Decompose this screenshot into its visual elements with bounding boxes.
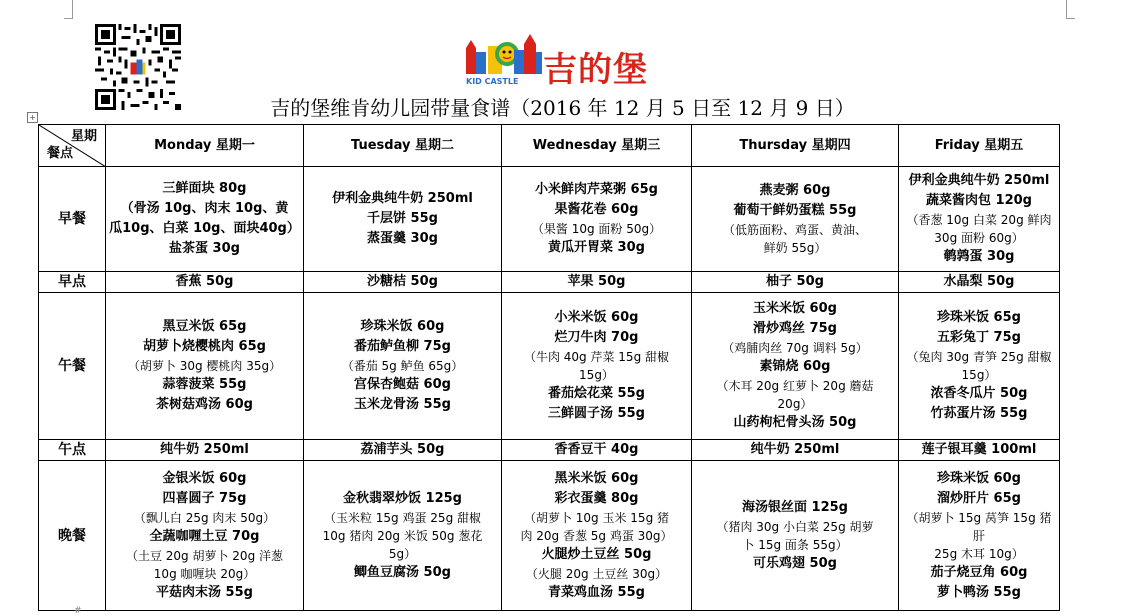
dish-item: 珍珠米饭 60g [360, 319, 445, 334]
ingredient-note: （火腿 20g 土豆丝 30g） [525, 566, 668, 581]
ingredient-note: （胡萝卜 10g 玉米 15g 猪 [523, 510, 670, 525]
dish-item: 伊利金典纯牛奶 250ml [332, 191, 473, 206]
day-header-monday: Monday 星期一 [106, 125, 304, 167]
menu-cell-friday [899, 293, 1060, 440]
menu-cell-wednesday [502, 293, 692, 440]
menu-cell-friday [899, 167, 1060, 272]
dish-item: 珍珠米饭 60g [937, 470, 1021, 486]
dish-item: 香蕉 50g [175, 274, 234, 289]
dish-item: 盐茶蛋 30g [169, 241, 240, 256]
dish-item: （骨汤 10g、肉末 10g、黄 [120, 201, 289, 216]
menu-cell-tuesday [304, 293, 502, 440]
dish-item: 小米米饭 60g [554, 310, 639, 325]
menu-cell-thursday [692, 461, 899, 611]
ingredient-note: （鸡脯肉丝 70g 调料 5g） [722, 341, 868, 355]
meal-label: 早餐 [39, 167, 106, 272]
ingredient-note: （胡萝卜 30g 樱桃肉 35g） [127, 359, 282, 373]
meal-row [39, 272, 1060, 293]
ingredient-note: 15g） [961, 368, 997, 382]
menu-table [38, 124, 1060, 611]
meal-row [39, 293, 1060, 440]
dish-item: 沙糖桔 50g [367, 274, 438, 289]
dish-item: 香香豆干 40g [554, 442, 639, 457]
dish-item: 纯牛奶 250ml [750, 442, 840, 457]
dish-item: 青菜鸡血汤 55g [548, 584, 645, 600]
table-move-handle[interactable]: + [27, 112, 38, 123]
meal-row [39, 440, 1060, 461]
ingredient-note: （猪肉 30g 小白菜 25g 胡萝 [716, 519, 874, 534]
menu-cell-monday [106, 167, 304, 272]
menu-cell-monday [106, 272, 304, 293]
dish-item: 萝卜鸭汤 55g [937, 584, 1021, 600]
meal-label: 午餐 [39, 293, 106, 440]
dish-item: 五彩兔丁 75g [937, 330, 1021, 345]
table-end-mark: # [74, 606, 82, 616]
meal-label: 早点 [39, 272, 106, 293]
dish-item: 全蔬咖喱土豆 70g [149, 528, 260, 544]
dish-item: 彩衣蛋羹 80g [554, 490, 639, 506]
ingredient-note: （番茄 5g 鲈鱼 65g） [341, 359, 464, 373]
dish-item: 鲫鱼豆腐汤 50g [354, 564, 451, 580]
dish-item: 茄子烧豆角 60g [930, 564, 1028, 580]
ingredient-note: 鲜奶 55g） [763, 241, 827, 255]
menu-cell-wednesday [502, 440, 692, 461]
ingredient-note: （牛肉 40g 芹菜 15g 甜椒 [523, 350, 670, 364]
dish-item: 黑米米饭 60g [554, 470, 639, 486]
menu-cell-tuesday [304, 272, 502, 293]
logo-subtitle: KID CASTLE [466, 77, 519, 86]
day-header-friday: Friday 星期五 [899, 125, 1060, 167]
dish-item: 海汤银丝面 125g [742, 499, 848, 515]
menu-cell-thursday [692, 440, 899, 461]
dish-item: 葡萄干鲜奶蛋糕 55g [733, 203, 857, 218]
dish-item: 竹荪蛋片汤 55g [930, 406, 1028, 421]
ingredient-note: 25g 木耳 10g） [934, 546, 1024, 561]
dish-item: 番茄烩花菜 55g [548, 386, 645, 401]
ingredient-note: （香葱 10g 白菜 20g 鲜肉 [906, 213, 1052, 227]
ingredient-note: 卜 15g 面条 55g） [742, 537, 848, 552]
dish-item: 千层饼 55g [367, 211, 438, 226]
ingredient-note: 30g 面粉 60g） [934, 231, 1024, 245]
ingredient-note: （玉米粒 15g 鸡蛋 25g 甜椒 [323, 510, 482, 525]
dish-item: 溜炒肝片 65g [937, 490, 1021, 506]
corner-header-cell [39, 125, 106, 167]
dish-item: 胡萝卜烧樱桃肉 65g [143, 339, 266, 354]
menu-cell-thursday [692, 293, 899, 440]
dish-item: 三鲜面块 80g [162, 181, 247, 196]
dish-item: 荔浦芋头 50g [360, 442, 445, 457]
dish-item: 果酱花卷 60g [554, 202, 639, 217]
ingredient-note: （土豆 20g 胡萝卜 20g 洋葱 [125, 548, 284, 563]
day-header-tuesday: Tuesday 星期二 [304, 125, 502, 167]
menu-cell-wednesday [502, 272, 692, 293]
menu-cell-wednesday [502, 461, 692, 611]
ingredient-note: 15g） [579, 368, 614, 382]
dish-item: 素锦烧 60g [759, 359, 831, 374]
dish-item: 滑炒鸡丝 75g [753, 321, 837, 336]
dish-item: 纯牛奶 250ml [160, 442, 249, 457]
ingredient-note: （飘儿白 25g 肉末 50g） [133, 510, 276, 525]
page-margin-mark-left [72, 0, 73, 10]
dish-item: 珍珠米饭 65g [937, 310, 1021, 325]
dish-item: 玉米米饭 60g [753, 301, 837, 316]
menu-cell-monday [106, 461, 304, 611]
dish-item: 苹果 50g [567, 274, 626, 289]
ingredient-note: （木耳 20g 红萝卜 20g 蘑菇 [716, 379, 874, 393]
ingredient-note: 10g 猪肉 20g 米饭 50g 葱花 [322, 528, 483, 543]
day-header-wednesday: Wednesday 星期三 [502, 125, 692, 167]
dish-item: 蒸蛋羹 30g [367, 231, 438, 246]
dish-item: 燕麦粥 60g [759, 183, 831, 198]
dish-item: 三鲜圆子汤 55g [548, 406, 645, 421]
ingredient-note: （低筋面粉、鸡蛋、黄油、 [722, 223, 867, 237]
menu-cell-thursday [692, 272, 899, 293]
dish-item: 宫保杏鲍菇 60g [354, 377, 451, 392]
dish-item: 浓香冬瓜片 50g [930, 386, 1028, 401]
ingredient-note: （胡萝卜 15g 莴笋 15g 猪肝 [906, 510, 1052, 543]
dish-item: 蒜蓉菠菜 55g [162, 377, 247, 392]
dish-item: 黄瓜开胃菜 30g [548, 240, 645, 255]
dish-item: 莲子银耳羹 100ml [921, 442, 1037, 457]
meal-row [39, 167, 1060, 272]
menu-cell-thursday [692, 167, 899, 272]
menu-cell-friday [899, 440, 1060, 461]
dish-item: 鹌鹑蛋 30g [943, 249, 1015, 264]
corner-label-weekday: 星期 [70, 129, 97, 144]
dish-item: 茶树菇鸡汤 60g [156, 397, 253, 412]
dish-item: 番茄鲈鱼柳 75g [354, 339, 451, 354]
dish-item: 玉米龙骨汤 55g [354, 397, 451, 412]
menu-cell-tuesday [304, 461, 502, 611]
dish-item: 蔬菜酱肉包 120g [926, 193, 1032, 208]
dish-item: 山药枸杞骨头汤 50g [733, 415, 857, 430]
dish-item: 金银米饭 60g [162, 470, 247, 486]
menu-cell-tuesday [304, 440, 502, 461]
dish-item: 烂刀牛肉 70g [554, 330, 639, 345]
meal-row [39, 461, 1060, 611]
dish-item: 伊利金典纯牛奶 250ml [908, 173, 1050, 188]
meal-label: 午点 [39, 440, 106, 461]
menu-cell-tuesday [304, 167, 502, 272]
dish-item: 小米鲜肉芹菜粥 65g [535, 182, 658, 197]
menu-cell-monday [106, 293, 304, 440]
menu-cell-monday [106, 440, 304, 461]
meal-label: 晚餐 [39, 461, 106, 611]
dish-item: 金秋翡翠炒饭 125g [343, 490, 462, 506]
dish-item: 平菇肉末汤 55g [156, 584, 253, 600]
ingredient-note: （兔肉 30g 青笋 25g 甜椒 [906, 350, 1052, 364]
day-header-thursday: Thursday 星期四 [692, 125, 899, 167]
menu-cell-friday [899, 272, 1060, 293]
page-corner-mark-left [64, 10, 73, 19]
dish-item: 黑豆米饭 65g [162, 319, 247, 334]
dish-item: 四喜圆子 75g [162, 490, 247, 506]
header-row [39, 125, 1060, 167]
dish-item: 火腿炒土豆丝 50g [541, 546, 652, 562]
ingredient-note: 肉 20g 香葱 5g 鸡蛋 30g） [520, 528, 673, 543]
ingredient-note: 10g 咖喱块 20g） [153, 566, 256, 581]
ingredient-note: （果酱 10g 面粉 50g） [531, 222, 662, 236]
ingredient-note: 5g） [388, 546, 417, 561]
menu-cell-wednesday [502, 167, 692, 272]
page-title: 吉的堡维肯幼儿园带量食谱（2016 年 12 月 5 日至 12 月 9 日） [270, 96, 855, 120]
logo-wordmark: 吉的堡 [543, 50, 648, 90]
dish-item: 瓜10g、白菜 10g、面块40g） [109, 221, 300, 236]
dish-item: 水晶梨 50g [943, 274, 1015, 289]
corner-label-meal: 餐点 [47, 146, 74, 161]
page-corner-mark-right [1066, 10, 1075, 19]
page-margin-mark-right [1066, 0, 1067, 10]
ingredient-note: 20g） [777, 397, 813, 411]
menu-cell-friday [899, 461, 1060, 611]
dish-item: 柚子 50g [766, 274, 824, 289]
dish-item: 可乐鸡翅 50g [753, 555, 837, 571]
